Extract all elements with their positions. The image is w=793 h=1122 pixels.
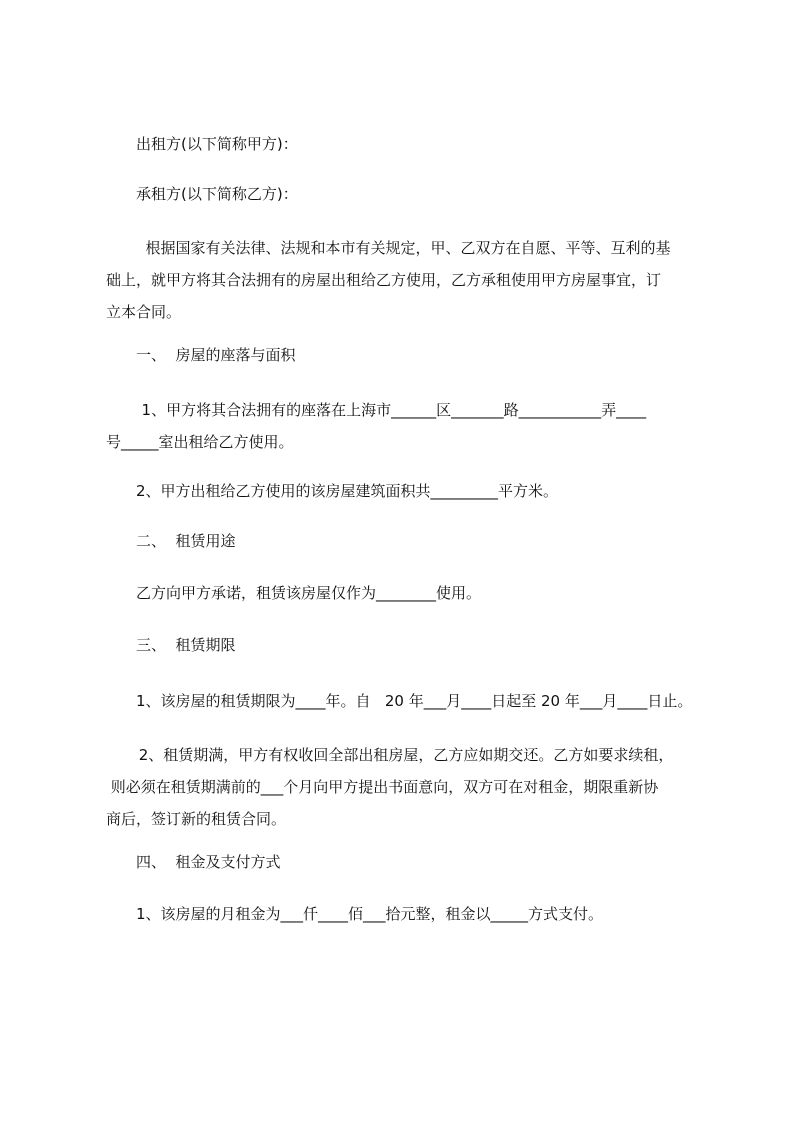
lessor-line: 出租方(以下简称甲方)： (136, 135, 298, 153)
section-1-item-1 (106, 394, 706, 458)
preamble-line: 立本合同。 (106, 303, 182, 321)
section-1-item-1-line: 号_____室出租给乙方使用。 (106, 433, 294, 451)
lessee-line: 承租方(以下简称乙方)： (136, 185, 298, 203)
section-1-heading: 一、 房屋的座落与面积 (136, 346, 296, 364)
section-3-item-2-line: 2、租赁期满，甲方有权收回全部出租房屋，乙方应如期交还。乙方如要求续租， (134, 746, 674, 764)
preamble-paragraph (106, 232, 706, 328)
section-4-item-1: 1、该房屋的月租金为___仟____佰___拾元整，租金以_____方式支付。 (136, 905, 604, 923)
section-3-heading: 三、 租赁期限 (136, 636, 236, 654)
section-4-heading: 四、 租金及支付方式 (136, 853, 281, 871)
section-2-heading: 二、 租赁用途 (136, 532, 236, 550)
section-1-item-1-line: 1、甲方将其合法拥有的座落在上海市______区_______路___________弄____ (132, 401, 647, 419)
section-2-item-1: 乙方向甲方承诺，租赁该房屋仅作为________使用。 (136, 584, 482, 602)
section-1-item-2: 2、甲方出租给乙方使用的该房屋建筑面积共_________平方米。 (136, 482, 559, 500)
section-3-item-2 (106, 739, 706, 835)
preamble-line: 础上，就甲方将其合法拥有的房屋出租给乙方使用，乙方承租使用甲方房屋事宜，订 (106, 271, 662, 289)
preamble-line: 根据国家有关法律、法规和本市有关规定，甲、乙双方在自愿、平等、互利的基 (136, 239, 671, 257)
section-3-item-2-line: 则必须在租赁期满前的___个月向甲方提出书面意向，双方可在对租金，期限重新协 (106, 778, 659, 796)
section-3-item-2-line: 商后，签订新的租赁合同。 (106, 810, 287, 828)
section-3-item-1: 1、该房屋的租赁期限为____年。自 20 年___月____日起至 20 年___月____日止。 (136, 692, 693, 710)
